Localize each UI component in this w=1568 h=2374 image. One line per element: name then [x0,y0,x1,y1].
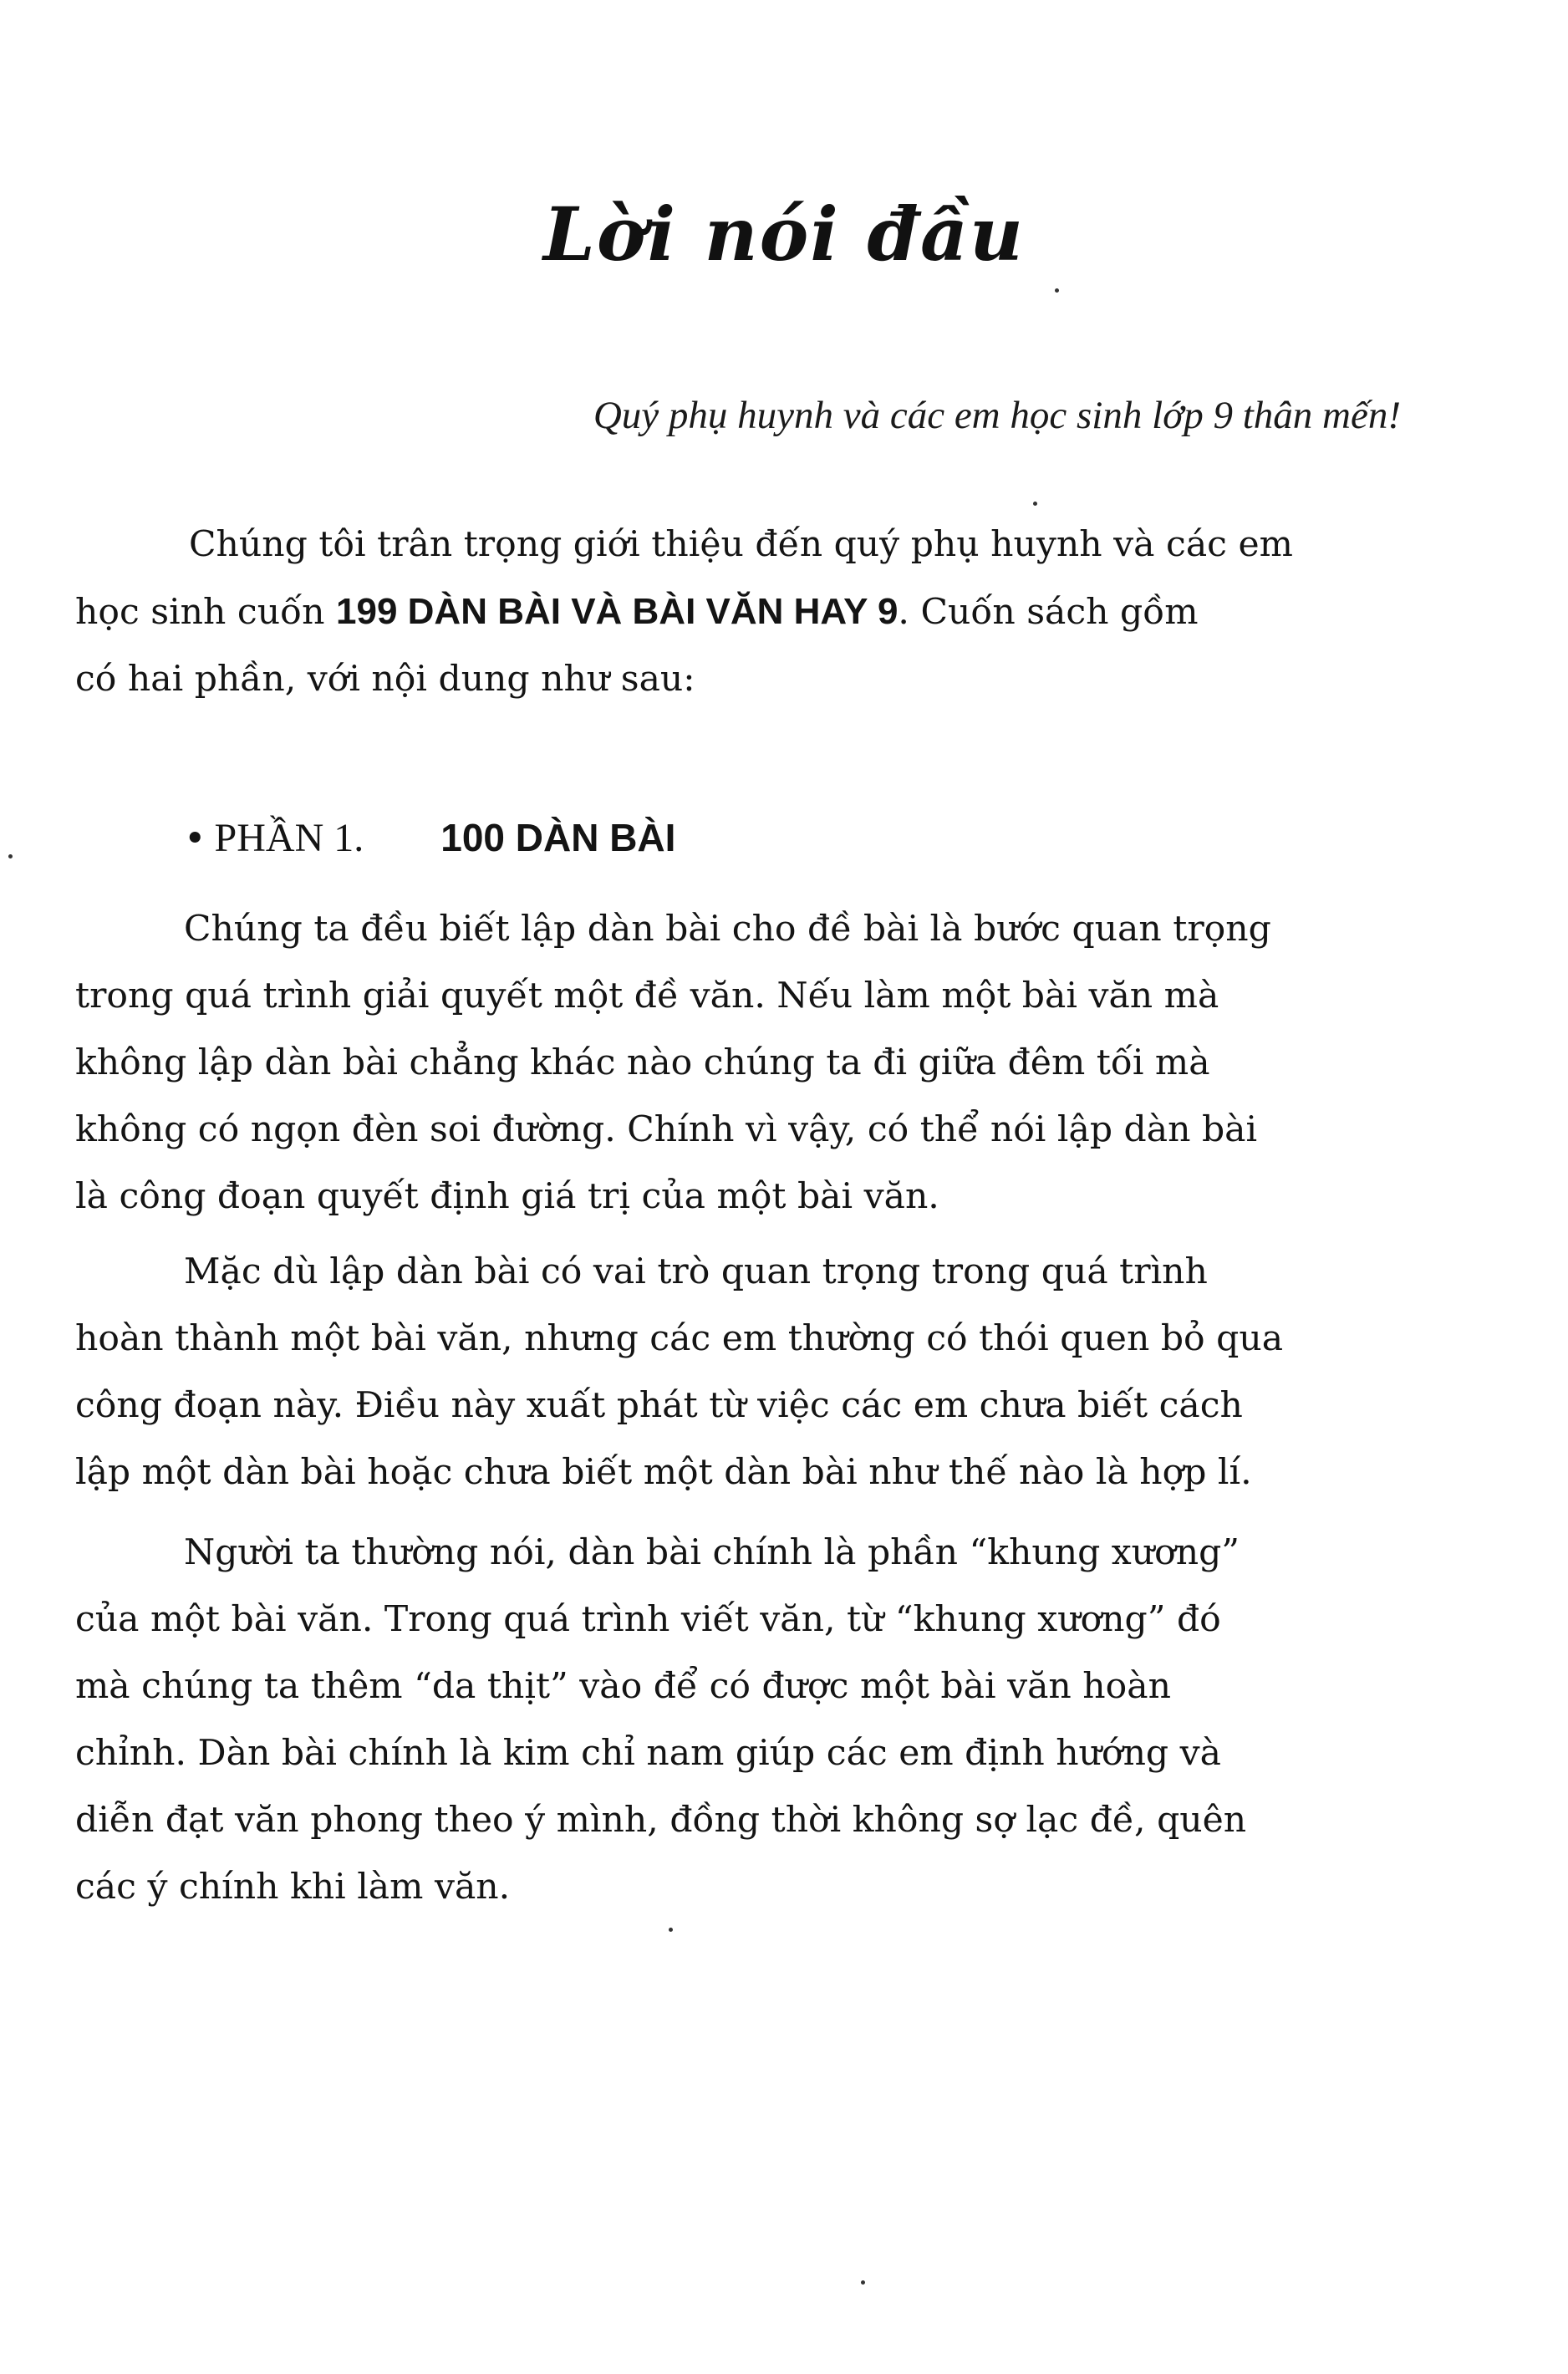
paragraph-line: Người ta thường nói, dàn bài chính là phần “khung xương” [184,1532,1240,1573]
paragraph-line: Chúng ta đều biết lập dàn bài cho đề bài là bước quan trọng [184,909,1271,950]
paragraph-line: trong quá trình giải quyết một đề văn. Nếu làm một bài văn mà [75,976,1219,1016]
intro-line: có hai phần, với nội dung như sau: [75,659,695,700]
print-speck [669,1928,673,1932]
intro-line: Chúng tôi trân trọng giới thiệu đến quý phụ huynh và các em [189,524,1293,565]
intro-line: học sinh cuốn 199 DÀN BÀI VÀ BÀI VĂN HAY 9. Cuốn sách gồm [75,591,1199,633]
paragraph-line: lập một dàn bài hoặc chưa biết một dàn bài như thế nào là hợp lí. [75,1452,1252,1493]
paragraph-line: mà chúng ta thêm “da thịt” vào để có được một bài văn hoàn [75,1666,1171,1707]
paragraph-1 [75,896,1400,1230]
paragraph-line: không lập dàn bài chẳng khác nào chúng ta đi giữa đêm tối mà [75,1042,1210,1083]
paragraph-line: không có ngọn đèn soi đường. Chính vì vậy, có thể nói lập dàn bài [75,1109,1258,1150]
paragraph-line: diễn đạt văn phong theo ý mình, đồng thời không sợ lạc đề, quên [75,1800,1247,1841]
paragraph-line: công đoạn này. Điều này xuất phát từ việc các em chưa biết cách [75,1385,1243,1426]
paragraph-line: các ý chính khi làm văn. [75,1867,511,1908]
paragraph-2 [75,1239,1400,1506]
print-speck [861,2280,865,2285]
book-title: 199 DÀN BÀI VÀ BÀI VĂN HAY 9 [336,591,899,632]
paragraph-line: là công đoạn quyết định giá trị của một bài văn. [75,1176,939,1217]
paragraph-line: của một bài văn. Trong quá trình viết văn, từ “khung xương” đó [75,1599,1221,1640]
page-title: Lời nói đầu [543,191,1025,278]
intro-paragraph [75,512,1400,713]
paragraph-3 [75,1520,1400,1921]
paragraph-line: chỉnh. Dàn bài chính là kim chỉ nam giúp các em định hướng và [75,1733,1221,1774]
print-speck [1033,502,1037,506]
paragraph-line: hoàn thành một bài văn, nhưng các em thường có thói quen bỏ qua [75,1318,1284,1359]
print-speck [8,854,13,858]
section-label: PHẦN 1. [214,816,364,860]
print-speck [1055,288,1059,293]
bullet: • [184,816,206,860]
section-heading [184,815,675,861]
paragraph-line: Mặc dù lập dàn bài có vai trò quan trọng trong quá trình [184,1251,1208,1292]
section-name: 100 DÀN BÀI [440,816,676,859]
greeting: Quý phụ huynh và các em học sinh lớp 9 thân mến! [593,394,1401,437]
